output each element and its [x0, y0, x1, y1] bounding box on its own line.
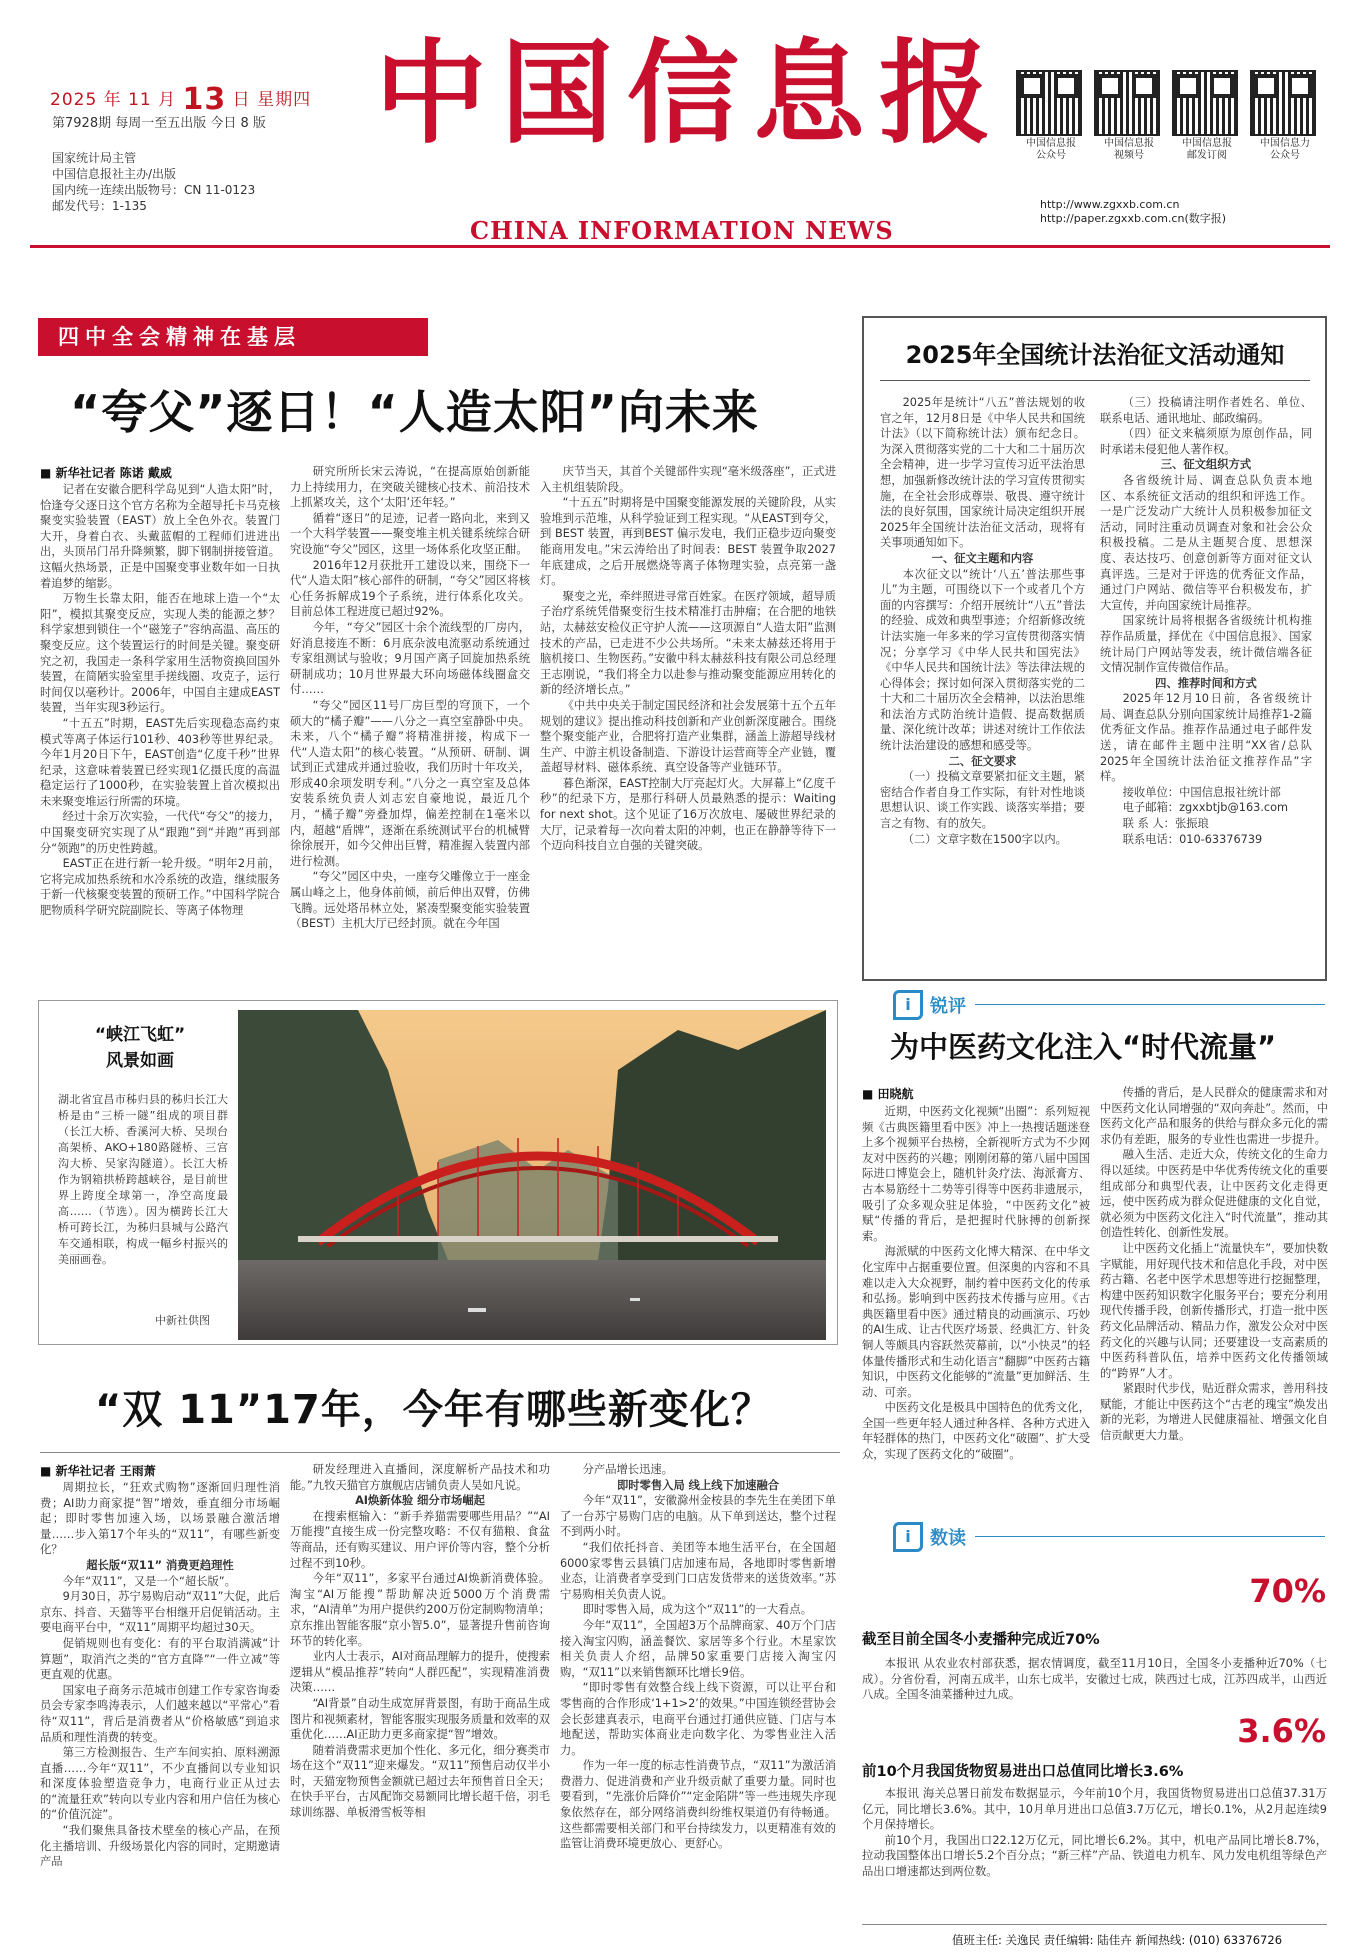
footer-credits: 值班主任: 关逸民 责任编辑: 陆佳卉 新闻热线: (010) 63376726 — [952, 1933, 1283, 1947]
qr-code-3[interactable]: 中国信息报 邮发订阅 — [1172, 70, 1244, 162]
editorial-title[interactable]: 为中医药文化注入“时代流量” — [890, 1030, 1277, 1064]
stat-body: 本报讯 从农业农村部获悉，据农情调度，截至11月10日，全国冬小麦播种近70%（七成）。分省份看，河南五成半，山东七成半，安徽过七成，陕西过七成，江苏四成半，山西近八成。全国冬油菜播种过九成。 — [862, 1657, 1327, 1702]
lead-column-1: 记者在安徽合肥科学岛见到“人造太阳”时，恰逢夸父逐日这个官方名称为全超导托卡马克核聚变实验装置（EAST）放上全色外衣。装置门大开，身着白衣、头戴蓝帽的工程师们进进出出，头顶吊门吊升降频繁，脚下钢制拼接管道。这幅火热场景，正是中国聚变事业数年如一日执着追梦的缩影。 万物生长靠太阳，能否在地球上造一个“太阳”，模拟其聚变反应，实现人类的能源之梦？科学家想到锁住一个“磁笼子”容纳高温、高压的聚变反应。这个装置运行的时间是关键。聚变研究之初，我国走一条科学家用生活物资换回国外装置，在简陋实验室里手搓线圈、攻克子，运行时间仅以毫秒计。2006年，中国自主建成EAST装置，当年实现3秒运行。 “十五五”时期，EAST先后实现稳态高约束模式等离子体运行101秒、403秒等世界纪录。今年1月20日下午，EAST创造“亿度千秒”世界纪录，这意味着装置已经实现1亿摄氏度的高温稳定运行了1000秒，在实验装置上首次模拟出未来聚变堆运行所需的环境。 经过十余万次实验，一代代“夸父”的接力，中国聚变研究实现了从“跟跑”到“并跑”再到部分“领跑”的历史性跨越。 EAST正在进行新一轮升级。“明年2月前，它将完成加热系统和水冷系统的改造，继续服务于新一代核聚变装置的预研工作。”中国科学院合肥物质科学研究院副院长、等离子体物理 — [40, 483, 280, 918]
notice-title-rule — [880, 380, 1310, 381]
qr-code-icon — [1016, 70, 1082, 136]
qr-code-4[interactable]: 中国信息力 公众号 — [1250, 70, 1322, 162]
newspaper-logo: 中国信息报 — [375, 28, 1005, 159]
issue-number: 第7928期 每周一至五出版 今日 8 版 — [52, 116, 266, 131]
footer-rule — [862, 1924, 1327, 1925]
double11-byline: ■ 新华社记者 王雨萧 — [40, 1464, 156, 1478]
websites — [1040, 198, 1226, 226]
section-banner: 四中全会精神在基层 — [38, 318, 428, 356]
notice-column-1: 2025年是统计“八五”普法规划的收官之年，12月8日是《中华人民共和国统计法》（以下简称统计法）颁布纪念日。为深入贯彻落实党的二十大和二十届历次全会精神，进一步学习宣传习近平法治思想，加强新修改统计法的学习宣传贯彻实施，在全社会形成尊崇、敬畏、遵守统计法的良好氛围，国家统计局决定组织开展2025年全国统计法治征文活动，现将有关事项通知如下。 一、征文主题和内容 本次征文以“统计‘八五’普法那些事儿”为主题，可围绕以下一个或者几个方面的内容撰写：介绍开展统计“八五”普法的经验、成效和典型事迹；介绍新修改统计法实施一年多来的学习宣传贯彻落实情况；分享学习《中华人民共和国宪法》《中华人民共和国统计法》等法律法规的心得体会；探讨如何深入贯彻落实党的二十大和二十届历次全会精神，以法治思维和法治方式防治统计造假、提高数据质量、深化统计改革；讲述对统计工作依法统计法治建设的感想和感受等。 二、征文要求 （一）投稿文章要紧扣征文主题，紧密结合作者自身工作实际，有针对性地谈思想认识、谈工作实践、谈落实举措；要言之有物、有的放矢。 （二）文章字数在1500字以内。 — [880, 396, 1085, 846]
stat-title[interactable]: 截至目前全国冬小麦播种完成近70% — [862, 1632, 1100, 1648]
photo-source: 中新社供图 — [155, 1314, 210, 1327]
notice-contact-unit: 接收单位：中国信息报社统计部 — [1122, 785, 1281, 799]
website-link[interactable]: http://www.zgxxb.com.cn — [1040, 198, 1180, 211]
stats-section-icon: i — [893, 1522, 923, 1552]
qr-code-1[interactable]: 中国信息报 公众号 — [1016, 70, 1088, 162]
editorial-column-2: 传播的背后，是人民群众的健康需求和对中医药文化认同增强的“双向奔赴”。然而，中医药文化产品和服务的供给与群众多元化的需求仍有差距，服务的专业性也需进一步提升。 融入生活、走近大众，传统文化的生命力得以延续。中医药是中华优秀传统文化的重要组成部分和典型代表，让中医药文化走得更远，使中医药成为群众促进健康的文化自觉，就必须为中医药文化注入“时代流量”，推动其创造性转化、创新性发展。 让中医药文化插上“流量快车”，要加快数字赋能，用好现代技术和信息化手段，对中医药古籍、名老中医学术思想等进行挖掘整理，构建中医药知识数字化服务平台；要充分利用现代传播手段，创新传播形式，打造一批中医药文化品牌活动、精品力作，激发公众对中医药文化的兴趣与认同；还要建设一支高素质的中医药科普队伍，培养中医药文化传播领域的“跨界”人才。 紧跟时代步伐，贴近群众需求，善用科技赋能，才能让中医药这个“古老的瑰宝”焕发出新的光彩，为增进人民健康福祉、增强文化自信贡献更大力量。 — [1100, 1086, 1328, 1443]
editorial-section-icon: i — [893, 990, 923, 1020]
double11-column-3: 分产品增长迅速。 即时零售入局 线上线下加速融合 今年“双11”，安徽滁州金桉县的李先生在美团下单了一台苏宁易购门店的电脑。从下单到送达，整个过程不到两小时。 “我们依托抖音、美团等本地生活平台，在全国超6000家零售云县镇门店加速布局，各地即时零售新增业态，让消费者享受到门口店发货带来的送货效率。”苏宁易购相关负责人说。 即时零售入局，成为这个“双11”的一大看点。 今年“双11”，全国超3万个品牌商家、40万个门店接入淘宝闪购，涵盖餐饮、家居等多个行业。木星家饮相关负责人介绍，品牌50家重要门店接入淘宝闪购，“双11”以来销售额环比增长9倍。 “即时零售有效整合线上线下资源，可以让平台和零售商的合作形成‘1+1>2’的效果。”中国连锁经营协会会长彭建真表示，电商平台通过打通供应链、门店与本地配送，帮助实体商业走向数字化、为零售业注入活力。 作为一年一度的标志性消费节点，“双11”为激活消费潜力、促进消费和产业升级贡献了重要力量。同时也要看到，“先涨价后降价”“定金陷阱”等一些违规失序现象依然存在，部分网络消费纠纷维权渠道仍有待畅通。这些都需要相关部门和平台持续发力，以更精准有效的监管让消费环境更放心、更舒心。 — [560, 1463, 836, 1851]
lead-byline: ■ 新华社记者 陈诺 戴威 — [40, 466, 172, 480]
website-link[interactable]: http://paper.zgxxb.com.cn(数字报) — [1040, 212, 1227, 225]
stats-tag: 数读 — [930, 1528, 966, 1549]
notice-contact-phone: 联系电话：010-63376739 — [1122, 832, 1263, 846]
stat-percentage: 70% — [1249, 1572, 1326, 1610]
issue-date: 2025 年 11 月 13 日 星期四 — [50, 82, 312, 117]
stat-percentage: 3.6% — [1237, 1712, 1326, 1750]
photo-title: “峡江飞虹” 风景如画 — [94, 1025, 186, 1071]
qr-code-icon — [1172, 70, 1238, 136]
publisher-info: 国家统计局主管 中国信息报社主办/出版 国内统一连续出版物号：CN 11-0123 邮发代号：1-135 — [52, 151, 256, 213]
photo-caption: 湖北省宜昌市秭归县的秭归长江大桥是由“三桥一隧”组成的项目群（长江大桥、香溪河大桥、吴坝台高架桥、AKO+180路隧桥、三宫沟大桥、吴家沟隧道）。长江大桥作为钢箱拱桥跨越峡谷，是目前世界上跨度全球第一，净空高度最高……（节选）。因为横跨长江大桥可跨长江，为秭归县城与公路汽车交通相联，构成一幅乡村振兴的美丽画卷。 — [58, 1093, 228, 1266]
stats-tag-rule — [975, 1536, 1325, 1537]
qr-code-icon — [1250, 70, 1316, 136]
notice-title[interactable]: 2025年全国统计法治征文活动通知 — [905, 341, 1285, 369]
editorial-column-1: 近期，中医药文化视频“出圈”：系列短视频《古典医籍里看中医》冲上一热搜话题迷登上多个视频平台热榜，全新视听方式为不少网友对中医药的兴趣；刚刚闭幕的第八届中国国际进口博览会上，随机针灸疗法、海派膏方、古本易筋经十二势等引得等中医药非遗展示，吸引了众多观众驻足体验，“中医药文化”被赋“传播的背后，是把握时代脉搏的创新探索。 海派赋的中医药文化博大精深、在中华文化宝库中占据重要位置。但深奥的内容和不具难以走入大众视野，制约着中医药文化的传承和弘扬。影响到中医药技术传播与应用。《古典医籍里看中医》通过精良的动画演示、巧妙的AI生成、让古代医疗场景、经典汇方、针灸铜人等颇具内容跃然荧幕前，以“小快灵”的轻体量传播形式和生动化语言“翻脚”中医药古籍知识，中医药文化能够的“流量”更加鲜活、生动、可亲。 中医药文化是极具中国特色的优秀文化，全国一些更年轻人通过种各样、各种方式进入年轻群体的热门，中医药文化“破圈”、扩大受众，实现了医药文化的“破圈”。 — [862, 1105, 1090, 1462]
qr-code-icon — [1094, 70, 1160, 136]
double11-headline[interactable]: “双 11”17年，今年有哪些新变化？ — [95, 1387, 772, 1433]
editorial-byline: ■ 田晓航 — [862, 1087, 914, 1101]
lead-column-3: 庆节当天，其首个关键部件实现“毫米级落座”，正式进入主机组装阶段。 “十五五”时期将是中国聚变能源发展的关键阶段，从实验堆到示范堆，从科学验证到工程实现。“从EAST到夸父，到 BEST 装置，再到BEST 偏示发电，我们正稳步迈向聚变能商用发电。”宋云涛给出了时间表：BEST 装置争取2027年底建成，之后开展燃烧等离子体物理实验，点亮第一盏灯。 聚变之光，牵绊照进寻常百姓家。在医疗领域，超导质子治疗系统凭借聚变衍生技术精准打击肿瘤；在合肥的地铁站，太赫兹安检仪正守护人流——这项源自“人造太阳”监测技术的产品，已走进不少公共场所。“未来太赫兹还将用于脑机接口、生物医药。”安徽中科太赫兹科技有限公司总经理王志刚说，“我们将全力以赴参与推动聚变能源应用转化的新的经济增长点。” 《中共中央关于制定国民经济和社会发展第十五个五年规划的建议》提出推动科技创新和产业创新深度融合。围绕整个聚变能产业，合肥将打造产业集群，涵盖上游超导线材生产、中游主机设备制造、下游设计运营商等全产业链，覆盖超导材料、磁体系统、真空设备等产业链环节。 暮色渐深，EAST控制大厅亮起灯火。大屏幕上“亿度千秒”的纪录下方，是那行科研人员最熟悉的提示：Waiting for next shot。这个见证了16万次放电、屡破世界纪录的大厅，记录着每一次向着太阳的冲刺，也正在静静等待下一个迈向科技自立自强的关键突破。 — [540, 465, 836, 853]
notice-column-2: （三）投稿请注明作者姓名、单位、联系电话、通讯地址、邮政编码。 （四）征文来稿须原为原创作品，同时承诺未侵犯他人著作权。 三、征文组织方式 各省级统计局、调查总队负责本地区、本系统征文活动的组织和评选工作。一是广泛发动广大统计人员积极参加征文活动，同时注重动员调查对象和社会公众积极投稿。二是从主题契合度、思想深度、表达技巧、创意创新等方面对征文认真评选。三是对于评选的优秀征文作品，通过门户网站、微信等平台积极发布，扩大宣传，并向国家统计局推荐。 国家统计局将根据各省级统计机构推荐作品质量，择优在《中国信息报》、国家统计局门户网站等发表，统计微信端各征文情况制作宣传微信作品。 四、推荐时间和方式 2025年12月10日前，各省级统计局、调查总队分别向国家统计局推荐1-2篇优秀征文作品。推荐作品通过电子邮件发送，请在邮件主题中注明“XX省/总队2025年全国统计法治征文推荐作品”字样。 接收单位：中国信息报社统计部 电子邮箱：zgxxbtjb@163.com 联 系 人：张振琅 联系电话：010-63376739 — [1100, 396, 1312, 846]
notice-contact-person: 联 系 人：张振琅 — [1122, 817, 1209, 831]
editorial-tag: 锐评 — [930, 996, 966, 1017]
double11-column-1: 周期拉长，“狂欢式购物”逐渐回归理性消费；AI助力商家提“智”增效，垂直细分市场崛起；即时零售加速入场，以场景融合激活增量……步入第17个年头的“双11”，有哪些新变化？ 超长版“双11” 消费更趋理性 今年“双11”，又是一个“超长版”。 9月30日，苏宁易购启动“双11”大促，此后京东、抖音、天猫等平台相继开启促销活动。主要电商平台中，“双11”周期平均超过30天。 促销规则也有变化：有的平台取消满减“计算题”，取消汽之类的“官方直降”“一件立减”等更直观的优惠。 国家电子商务示范城市创建工作专家咨询委员会专家李鸣涛表示，人们越来越以“平常心”看待“双11”，背后是消费者从“价格敏感”到追求品质和理性消费的转变。 第三方检测报告、生产车间实拍、原料溯源直播……今年“双11”，不少直播间以专业知识和深度体验塑造竞争力，电商行业正从过去的“流量狂欢”转向以专业内容和用户信任为核心的“价值沉淀”。 “我们聚焦具备技术壁垒的核心产品，在预化主播培训、升级场景化内容的同时，定期邀请产品 — [40, 1481, 280, 1869]
lead-column-2: 研究所所长宋云涛说，“在提高原始创新能力上持续用力，在突破关键核心技术、前沿技术上抓紧攻关，这个‘太阳’还年轻。” 循着“逐日”的足迹，记者一路向北，来到又一个大科学装置——聚变堆主机关键系统综合研究设施“夸父”园区，这里一场体系化攻坚正酣。 2016年12月获批开工建设以来，围绕下一代“人造太阳”核心部件的研制，“夸父”园区将核心任务拆解成19个子系统，进行体系化攻关。目前总体工程进度已超过92%。 今年，“夸父”园区十余个流线型的厂房内，好消息接连不断：6月底杂波电流驱动系统通过专家组测试与验收；9月国产离子回旋加热系统研制成功；10月世界最大环向场磁体线圈盒交付…… “夸父”园区11号厂房巨型的穹顶下，一个硕大的“橘子瓣”——八分之一真空室静卧中央。未来，八个“橘子瓣”将精准拼接，构成下一代“人造太阳”的核心装置。“从预研、研制、调试到正式建成并通过验收，我们历时十年攻关，形成40余项发明专利。”八分之一真空室及总体安装系统负责人刘志宏自豪地说，最近几个月，“橘子瓣”旁叠加焊，偏差控制在1毫米以内，超越“盾牌”，逐渐在系统测试平台的机械臂徐徐展开，如今父伸出巨臂，精准握入装置内部进行检测。 “夸父”园区中央，一座夸父雕像立于一座金属山峰之上，他身体前倾，前后伸出双臂，仿佛飞腾。远处塔吊林立处，紧凑型聚变能实验装置（BEST）主机大厅已经封顶。就在今年国 — [290, 465, 530, 931]
newspaper-english-name: CHINA INFORMATION NEWS — [470, 216, 894, 245]
double11-column-2: 研发经理进入直播间，深度解析产品技术和功能。”九牧天猫官方旗舰店店铺负责人吴如凡说。 AI焕新体验 细分市场崛起 在搜索框输入：“新手养猫需要哪些用品？”“AI万能搜”直接生成一份完整攻略：不仅有猫粮、食盆等商品，还有购买建议、用户评价等内容，整个分析过程不到10秒。 今年“双11”，多家平台通过AI焕新消费体验。淘宝“AI万能搜”帮助解决近5000万个消费需求，“AI清单”为用户提供约200万份定制购物清单；京东推出智能客服“京小智5.0”，显著提升售前咨询环节的转化率。 业内人士表示，AI对商品理解力的提升，使搜索逻辑从“模品推荐”转向“人群匹配”，实现精准消费决策…… “AI背景”自动生成宽屏背景图，有助于商品生成图片和视频素材，智能客服实现服务质量和效率的双重优化……AI正助力更多商家提“智”增效。 随着消费需求更加个性化、多元化，细分赛类市场在这个“双11”迎来爆发。“双11”预售启动仅半小时，天猫宠物预售金额就已超过去年预售首日全天；在快手平台，古风配饰交易额同比增长超千倍，羽毛球训练器、单板滑雪板等相 — [290, 1463, 550, 1820]
stat-title[interactable]: 前10个月我国货物贸易进出口总值同比增长3.6% — [862, 1764, 1184, 1780]
editorial-tag-rule — [975, 1004, 1325, 1005]
bridge-photo[interactable] — [238, 1010, 826, 1340]
masthead-divider — [30, 245, 1330, 248]
stat-body: 本报讯 海关总署日前发布数据显示，今年前10个月，我国货物贸易进出口总值37.31万亿元，同比增长3.6%。其中，10月单月进出口总值3.7万亿元，增长0.1%，从2月起连续9个月保持增长。 前10个月，我国出口22.12万亿元，同比增长6.2%。其中，机电产品同比增长8.7%，拉动我国整体出口增长5.2个百分点；“新三样”产品、铁道电力机车、风力发电机组等绿色产品出口增速都达到两位数。 — [862, 1787, 1327, 1878]
double11-rule — [40, 1452, 840, 1453]
qr-code-2[interactable]: 中国信息报 视频号 — [1094, 70, 1166, 162]
notice-contact-email: 电子邮箱：zgxxbtjb@163.com — [1122, 801, 1289, 815]
issue-day: 13 — [182, 82, 227, 117]
lead-headline[interactable]: “夸父”逐日！“人造太阳”向未来 — [70, 385, 759, 439]
